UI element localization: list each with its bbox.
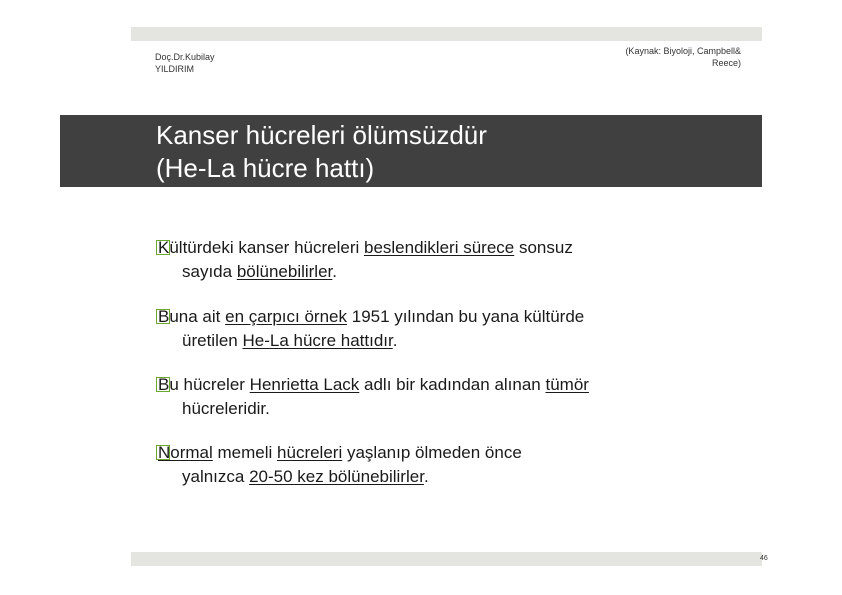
- bullet-item: Normal memeli hücreleri yaşlanıp ölmeden önce yalnızca 20-50 kez bölünebilirler.: [158, 443, 522, 486]
- bottom-rule: [131, 552, 762, 566]
- bullet-item: Kültürdeki kanser hücreleri beslendikleri sürece sonsuz sayıda bölünebilirler.: [158, 238, 573, 281]
- bullet-marker-icon: [156, 309, 170, 324]
- author-label: Doç.Dr.Kubilay YILDIRIM: [155, 52, 215, 74]
- bullet-marker-icon: [156, 377, 170, 392]
- page-number: 46: [760, 555, 768, 562]
- source-citation: (Kaynak: Biyoloji, Campbell& Reece): [625, 46, 741, 68]
- top-rule: [131, 27, 762, 41]
- bullet-item: Buna ait en çarpıcı örnek 1951 yılından bu yana kültürde üretilen He-La hücre hattıdır.: [158, 307, 585, 350]
- bullet-marker-icon: [156, 240, 170, 255]
- slide-title: Kanser hücreleri ölümsüzdür (He-La hücre hattı): [156, 120, 487, 183]
- bullet-marker-icon: [156, 445, 170, 460]
- bullet-item: Bu hücreler Henrietta Lack adlı bir kadından alınan tümör hücreleridir.: [158, 375, 589, 418]
